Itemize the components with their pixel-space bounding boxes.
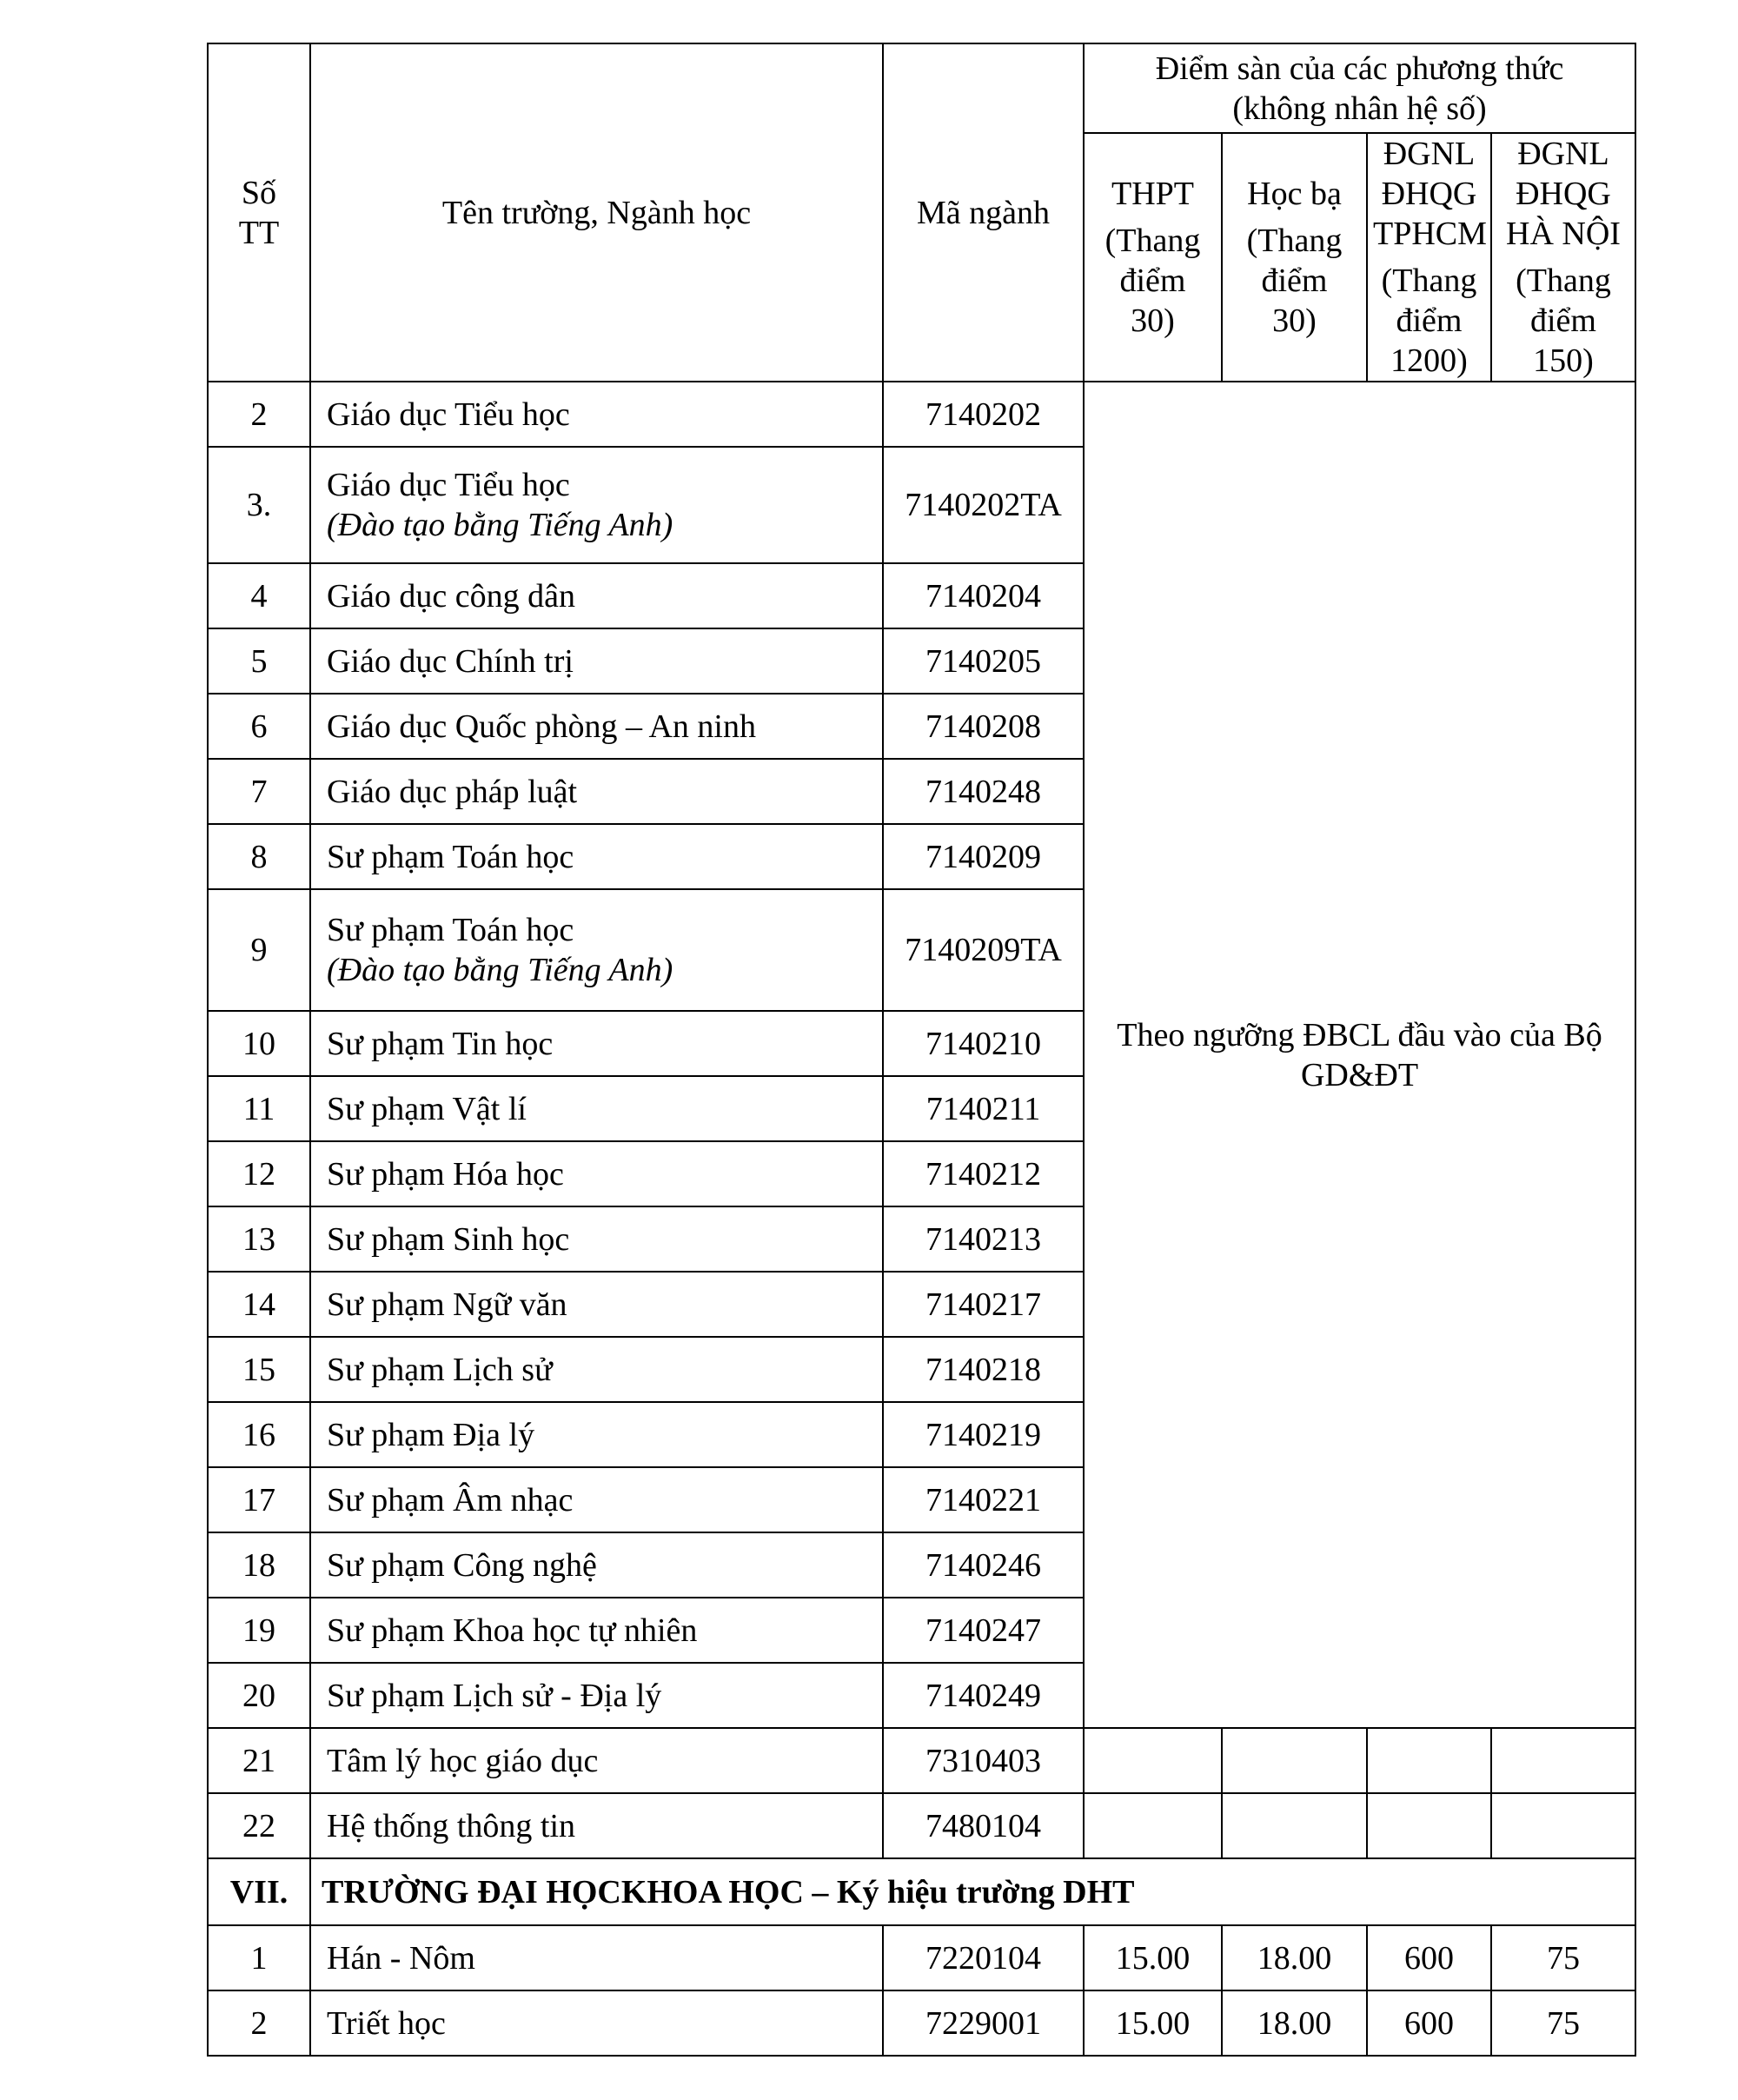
header-stt-line1: Số [241,174,277,211]
row-number: 16 [208,1402,310,1467]
major-code: 7140202 [883,382,1084,447]
major-name-text: Sư phạm Lịch sử - Địa lý [327,1677,662,1714]
row-number: 3. [208,447,310,563]
table-body [208,382,1635,2056]
major-name [310,1272,883,1337]
row-number: 21 [208,1728,310,1793]
row-number: 7 [208,759,310,824]
row-number: 10 [208,1011,310,1076]
header-stt-line2: TT [238,214,280,251]
major-name-text: Sư phạm Hóa học [327,1155,564,1193]
row-number: 20 [208,1663,310,1728]
major-name-text: Giáo dục pháp luật [327,773,578,810]
row-number: 17 [208,1467,310,1532]
row-number: 22 [208,1793,310,1858]
header-method-label: HÀ NỘI [1506,216,1621,252]
table-row [208,1728,1635,1793]
major-code: 7140209 [883,824,1084,889]
major-name-text: Giáo dục công dân [327,577,575,615]
empty-score-cell [1491,1793,1635,1858]
header-stt [208,43,310,382]
empty-score-cell [1084,1728,1222,1793]
major-name [310,1663,883,1728]
major-code: 7220104 [883,1925,1084,1990]
major-name-text: Sư phạm Âm nhạc [327,1481,574,1519]
major-name-text: Sư phạm Địa lý [327,1416,535,1453]
major-name [310,1337,883,1402]
header-method-scale: điểm [1396,302,1463,339]
major-code: 7140204 [883,563,1084,628]
row-number: 1 [208,1925,310,1990]
major-code: 7140205 [883,628,1084,694]
major-code: 7140218 [883,1337,1084,1402]
major-name [310,1467,883,1532]
major-name-text: Sư phạm Công nghệ [327,1546,597,1584]
header-method-scale: (Thang [1104,223,1201,259]
major-code: 7140210 [883,1011,1084,1076]
table-row [208,382,1635,447]
score-hcm: 600 [1367,1990,1491,2056]
header-method-label: THPT [1111,176,1194,212]
major-name: Hệ thống thông tin [310,1793,883,1858]
major-name-text: Sư phạm Sinh học [327,1220,570,1258]
header-method-scale: (Thang [1246,223,1343,259]
score-thpt: 15.00 [1084,1925,1222,1990]
empty-score-cell [1367,1728,1491,1793]
header-method-0 [1084,133,1222,382]
major-note: (Đào tạo bằng Tiếng Anh) [327,952,673,988]
major-name [310,759,883,824]
major-name: Tâm lý học giáo dục [310,1728,883,1793]
row-number: 13 [208,1206,310,1272]
major-name-text: Sư phạm Khoa học tự nhiên [327,1612,698,1649]
major-code: 7140246 [883,1532,1084,1598]
header-method-1 [1222,133,1367,382]
major-name [310,1206,883,1272]
table-row [208,1990,1635,2056]
header-method-group [1084,43,1635,133]
major-name [310,1076,883,1141]
major-name-text: Giáo dục Chính trị [327,642,574,680]
header-method-scale: 30) [1272,302,1317,339]
row-number: 5 [208,628,310,694]
major-name [310,563,883,628]
empty-score-cell [1491,1728,1635,1793]
major-name [310,382,883,447]
score-thpt: 15.00 [1084,1990,1222,2056]
major-name-text: Sư phạm Toán học [327,838,574,875]
table-row [208,1793,1635,1858]
major-code: 7140208 [883,694,1084,759]
major-name-text: Sư phạm Ngữ văn [327,1286,567,1323]
header-method-scale: 30) [1131,302,1175,339]
major-name-text: Sư phạm Vật lí [327,1090,527,1127]
row-number: 9 [208,889,310,1011]
score-hocba: 18.00 [1222,1925,1367,1990]
major-name [310,628,883,694]
major-code: 7140212 [883,1141,1084,1206]
row-number: 12 [208,1141,310,1206]
row-number: 2 [208,382,310,447]
document-page [207,43,1636,2057]
header-method-label: TPHCM [1373,216,1487,252]
header-method-scale: điểm [1119,262,1186,299]
header-method-2 [1367,133,1491,382]
score-hn: 75 [1491,1990,1635,2056]
score-hcm: 600 [1367,1925,1491,1990]
row-number: 18 [208,1532,310,1598]
major-code: 7140213 [883,1206,1084,1272]
spacer [1373,254,1485,261]
header-method-3 [1491,133,1635,382]
table-row [208,1925,1635,1990]
row-number: 6 [208,694,310,759]
header-method-scale: điểm [1530,302,1596,339]
major-name: Hán - Nôm [310,1925,883,1990]
row-number: 4 [208,563,310,628]
spacer [1497,254,1629,261]
merged-threshold-note: Theo ngưỡng ĐBCL đầu vào của Bộ GD&ĐT [1084,382,1635,1728]
header-method-scale: (Thang [1516,262,1611,299]
major-name [310,1598,883,1663]
major-code: 7140211 [883,1076,1084,1141]
header-method-label: ĐHQG [1381,176,1477,212]
header-method-scale: 150) [1533,342,1594,379]
major-name-text: Giáo dục Quốc phòng – An ninh [327,708,756,745]
major-name [310,1011,883,1076]
spacer [1228,214,1361,221]
major-name: Triết học [310,1990,883,2056]
major-name [310,1402,883,1467]
header-method-label: ĐHQG [1516,176,1611,212]
major-name [310,889,883,1011]
row-number: 14 [208,1272,310,1337]
major-name-text: Giáo dục Tiểu học [327,395,570,433]
major-note: (Đào tạo bằng Tiếng Anh) [327,507,673,543]
header-method-label: Học bạ [1247,176,1342,212]
major-name [310,824,883,889]
major-name-text: Giáo dục Tiểu học [327,467,570,503]
section-row [208,1858,1635,1925]
major-code: 7140219 [883,1402,1084,1467]
table-header [208,43,1635,382]
major-code: 7480104 [883,1793,1084,1858]
score-hn: 75 [1491,1925,1635,1990]
major-code: 7140248 [883,759,1084,824]
major-name [310,1532,883,1598]
major-name [310,694,883,759]
major-name-text: Sư phạm Toán học [327,912,574,948]
empty-score-cell [1222,1728,1367,1793]
major-code: 7140202TA [883,447,1084,563]
major-code: 7140217 [883,1272,1084,1337]
row-number: 11 [208,1076,310,1141]
header-method-label: ĐGNL [1383,136,1476,172]
header-code: Mã ngành [883,43,1084,382]
major-code: 7310403 [883,1728,1084,1793]
row-number: 2 [208,1990,310,2056]
major-code: 7140209TA [883,889,1084,1011]
row-number: 8 [208,824,310,889]
spacer [1090,214,1216,221]
cutoff-score-table [207,43,1636,2057]
header-group-line1: Điểm sàn của các phương thức [1155,50,1564,87]
empty-score-cell [1084,1793,1222,1858]
major-name [310,447,883,563]
section-title: TRƯỜNG ĐẠI HỌCKHOA HỌC – Ký hiệu trường DHT [310,1858,1635,1925]
header-method-scale: (Thang [1381,262,1477,299]
major-code: 7229001 [883,1990,1084,2056]
header-method-label: ĐGNL [1517,136,1609,172]
major-code: 7140221 [883,1467,1084,1532]
row-number: 19 [208,1598,310,1663]
header-method-scale: 1200) [1390,342,1468,379]
header-group-line2: (không nhân hệ số) [1232,90,1487,127]
major-name [310,1141,883,1206]
header-name: Tên trường, Ngành học [310,43,883,382]
row-number: 15 [208,1337,310,1402]
section-number: VII. [208,1858,310,1925]
major-code: 7140249 [883,1663,1084,1728]
major-code: 7140247 [883,1598,1084,1663]
major-name-text: Sư phạm Lịch sử [327,1351,553,1388]
header-method-scale: điểm [1261,262,1328,299]
empty-score-cell [1367,1793,1491,1858]
score-hocba: 18.00 [1222,1990,1367,2056]
empty-score-cell [1222,1793,1367,1858]
major-name-text: Sư phạm Tin học [327,1025,554,1062]
